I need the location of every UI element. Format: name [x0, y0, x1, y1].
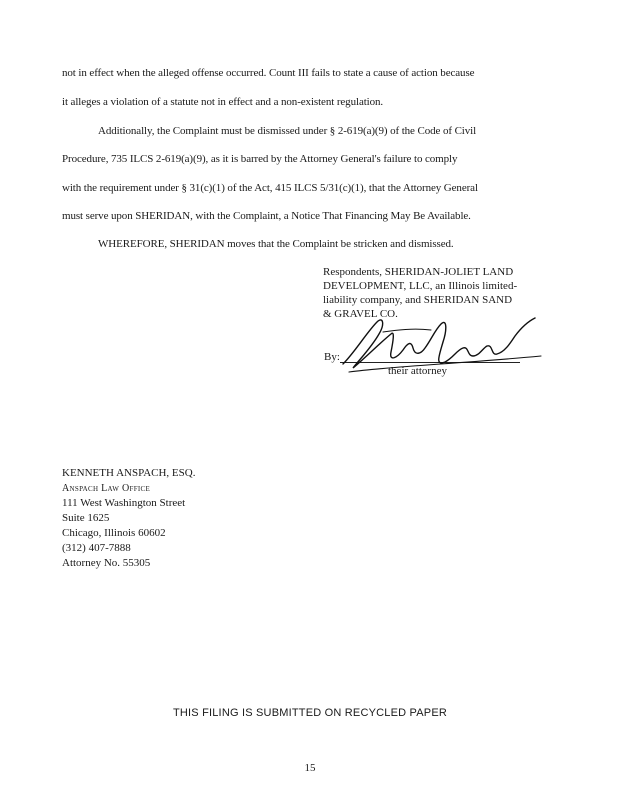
law-office-name: Anspach Law Office — [62, 483, 151, 494]
respondents-line-1: Respondents, SHERIDAN-JOLIET LAND — [323, 266, 514, 278]
body-line-5: with the requirement under § 31(c)(1) of the Act, 415 ILCS 5/31(c)(1), that the Attorney General — [62, 182, 478, 194]
body-line-4: Procedure, 735 ILCS 2-619(a)(9), as it is barred by the Attorney General's failure to comply — [62, 153, 458, 165]
respondents-line-3: liability company, and SHERIDAN SAND — [323, 294, 513, 306]
respondents-line-2: DEVELOPMENT, LLC, an Illinois limited- — [323, 280, 518, 292]
attorney-role: their attorney — [388, 365, 447, 377]
body-line-2: it alleges a violation of a statute not in effect and a non-existent regulation. — [62, 96, 384, 108]
body-line-1: not in effect when the alleged offense occurred. Count III fails to state a cause of action because — [62, 67, 475, 79]
body-line-3: Additionally, the Complaint must be dismissed under § 2-619(a)(9) of the Code of Civil — [98, 125, 477, 137]
respondents-line-4: & GRAVEL CO. — [323, 308, 398, 320]
page-number: 15 — [304, 762, 316, 774]
attorney-name: KENNETH ANSPACH, ESQ. — [62, 467, 196, 479]
by-label: By: — [324, 351, 340, 363]
street-address: 111 West Washington Street — [62, 497, 186, 509]
handwritten-signature — [335, 312, 550, 382]
recycled-paper-note: THIS FILING IS SUBMITTED ON RECYCLED PAPER — [172, 707, 448, 719]
attorney-number: Attorney No. 55305 — [62, 557, 151, 569]
city-state-zip: Chicago, Illinois 60602 — [62, 527, 166, 539]
body-line-6: must serve upon SHERIDAN, with the Complaint, a Notice That Financing May Be Available. — [62, 210, 471, 222]
phone-number: (312) 407-7888 — [62, 542, 131, 554]
attorney-address-block — [62, 466, 282, 571]
wherefore-line: WHEREFORE, SHERIDAN moves that the Complaint be stricken and dismissed. — [98, 238, 454, 250]
suite: Suite 1625 — [62, 512, 110, 524]
